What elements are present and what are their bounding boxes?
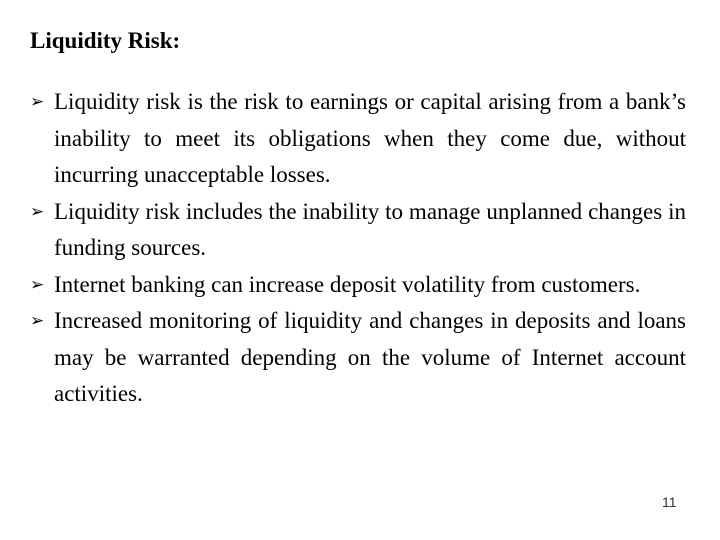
arrowhead-bullet-icon: ➢: [30, 311, 45, 331]
page-number: 11: [662, 494, 677, 510]
bullet-text: Liquidity risk includes the inability to manage unplanned changes in funding sources.: [54, 198, 686, 260]
arrowhead-bullet-icon: ➢: [30, 201, 45, 222]
bullet-list: [30, 84, 686, 413]
bullet-item-deposit-volatility: [30, 267, 686, 304]
bullet-text: Internet banking can increase deposit volatility from customers.: [54, 271, 641, 297]
bullet-text: Liquidity risk is the risk to earnings or capital arising from a bank’s inability to meet its obligations when they come due, without incurring unacceptable losses.: [54, 89, 686, 187]
slide-title: Liquidity Risk:: [30, 28, 181, 53]
bullet-item-increased-monitoring: [30, 303, 686, 413]
bullet-text: Increased monitoring of liquidity and changes in deposits and loans may be warranted depending on the volume of Internet account activities.: [54, 308, 686, 406]
bullet-item-liquidity-definition: [30, 84, 686, 194]
bullet-item-funding-sources: [30, 194, 686, 267]
arrowhead-bullet-icon: ➢: [30, 274, 45, 295]
arrowhead-bullet-icon: ➢: [30, 92, 45, 112]
